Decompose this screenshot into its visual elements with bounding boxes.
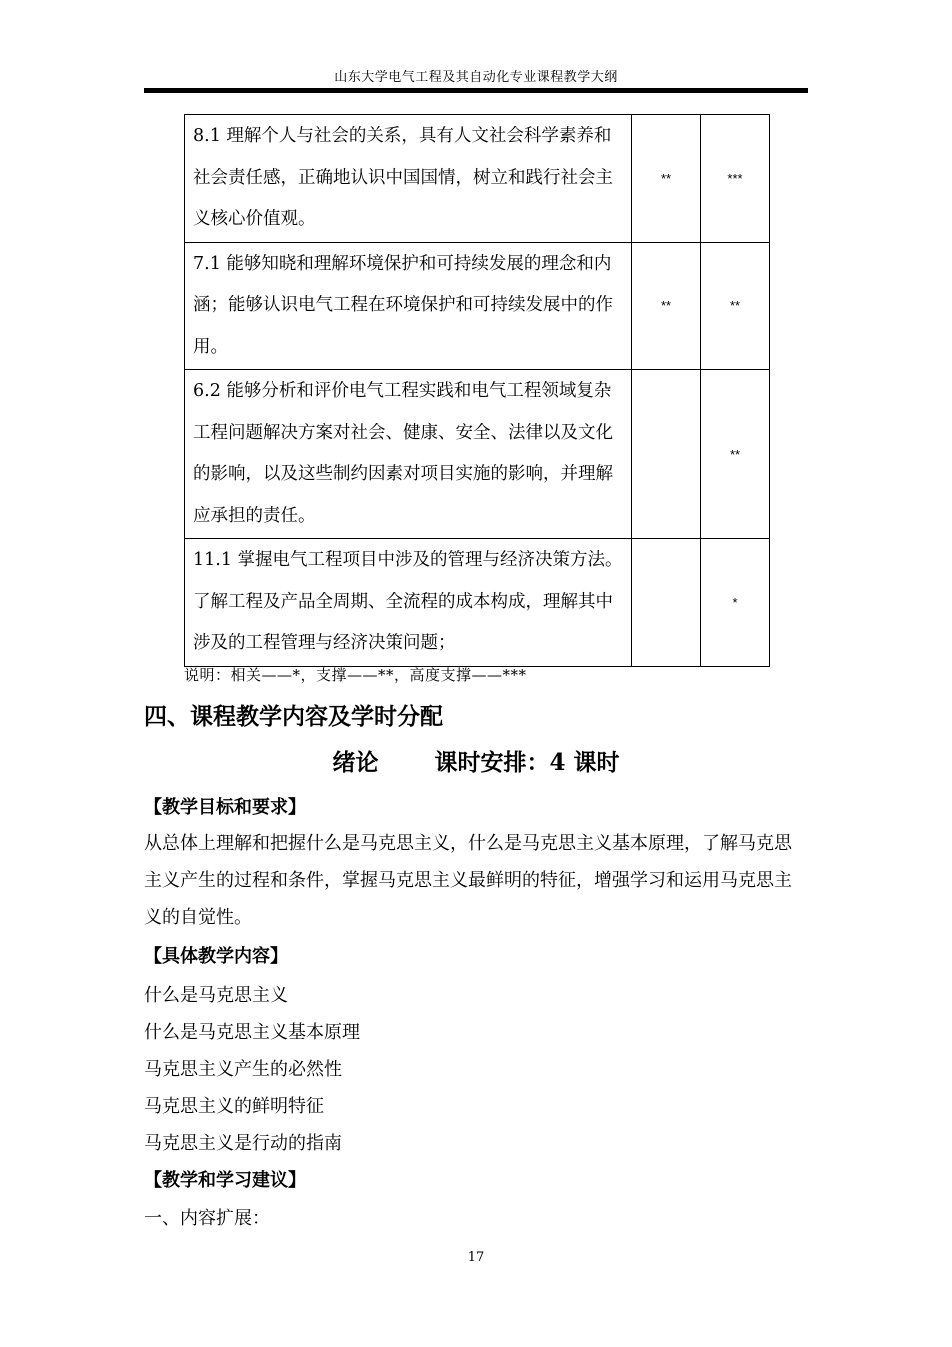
support-level-mark: ** (701, 370, 770, 539)
requirement-text: 7.1 能够知晓和理解环境保护和可持续发展的理念和内涵；能够认识电气工程在环境保护和可持续发展中的作用。 (185, 242, 632, 370)
chapter-heading (144, 744, 808, 777)
table-row (185, 115, 770, 243)
suggestions-item: 一、内容扩展： (144, 1208, 270, 1229)
table-legend-note: 说明：相关——*，支撑——**，高度支撑——*** (184, 666, 527, 684)
list-item: 什么是马克思主义基本原理 (144, 1022, 360, 1043)
list-item: 什么是马克思主义 (144, 985, 288, 1006)
support-level-mark: * (701, 539, 770, 667)
requirements-table (184, 114, 770, 667)
list-item: 马克思主义的鲜明特征 (144, 1096, 324, 1117)
table-row (185, 370, 770, 539)
support-level-mark: ** (701, 242, 770, 370)
list-item: 马克思主义是行动的指南 (144, 1133, 342, 1154)
list-item: 马克思主义产生的必然性 (144, 1059, 342, 1080)
support-level-mark: ** (632, 115, 701, 243)
header-rule (144, 88, 808, 93)
goals-paragraph: 从总体上理解和把握什么是马克思主义，什么是马克思主义基本原理，了解马克思主义产生的过程和条件，掌握马克思主义最鲜明的特征，增强学习和运用马克思主义的自觉性。 (144, 833, 792, 928)
chapter-name: 绪论 (332, 749, 379, 776)
requirement-text: 6.2 能够分析和评价电气工程实践和电气工程领域复杂工程问题解决方案对社会、健康、安全、法律以及文化的影响，以及这些制约因素对项目实施的影响，并理解应承担的责任。 (185, 370, 632, 539)
table-row (185, 242, 770, 370)
table-row (185, 539, 770, 667)
page-header-title: 山东大学电气工程及其自动化专业课程教学大纲 (334, 70, 618, 85)
requirement-text: 11.1 掌握电气工程项目中涉及的管理与经济决策方法。了解工程及产品全周期、全流程的成本构成，理解其中涉及的工程管理与经济决策问题； (185, 539, 632, 667)
support-level-mark (632, 370, 701, 539)
support-level-mark (632, 539, 701, 667)
section-heading: 四、课程教学内容及学时分配 (144, 703, 443, 730)
support-level-mark: *** (701, 115, 770, 243)
goals-heading: 【教学目标和要求】 (144, 797, 306, 818)
content-heading: 【具体教学内容】 (144, 946, 288, 967)
suggestions-heading: 【教学和学习建议】 (144, 1170, 306, 1191)
requirement-text: 8.1 理解个人与社会的关系，具有人文社会科学素养和社会责任感，正确地认识中国国情，树立和践行社会主义核心价值观。 (185, 115, 632, 243)
page-number: 17 (467, 1250, 485, 1265)
support-level-mark: ** (632, 242, 701, 370)
chapter-schedule: 课时安排：4 课时 (434, 749, 620, 776)
